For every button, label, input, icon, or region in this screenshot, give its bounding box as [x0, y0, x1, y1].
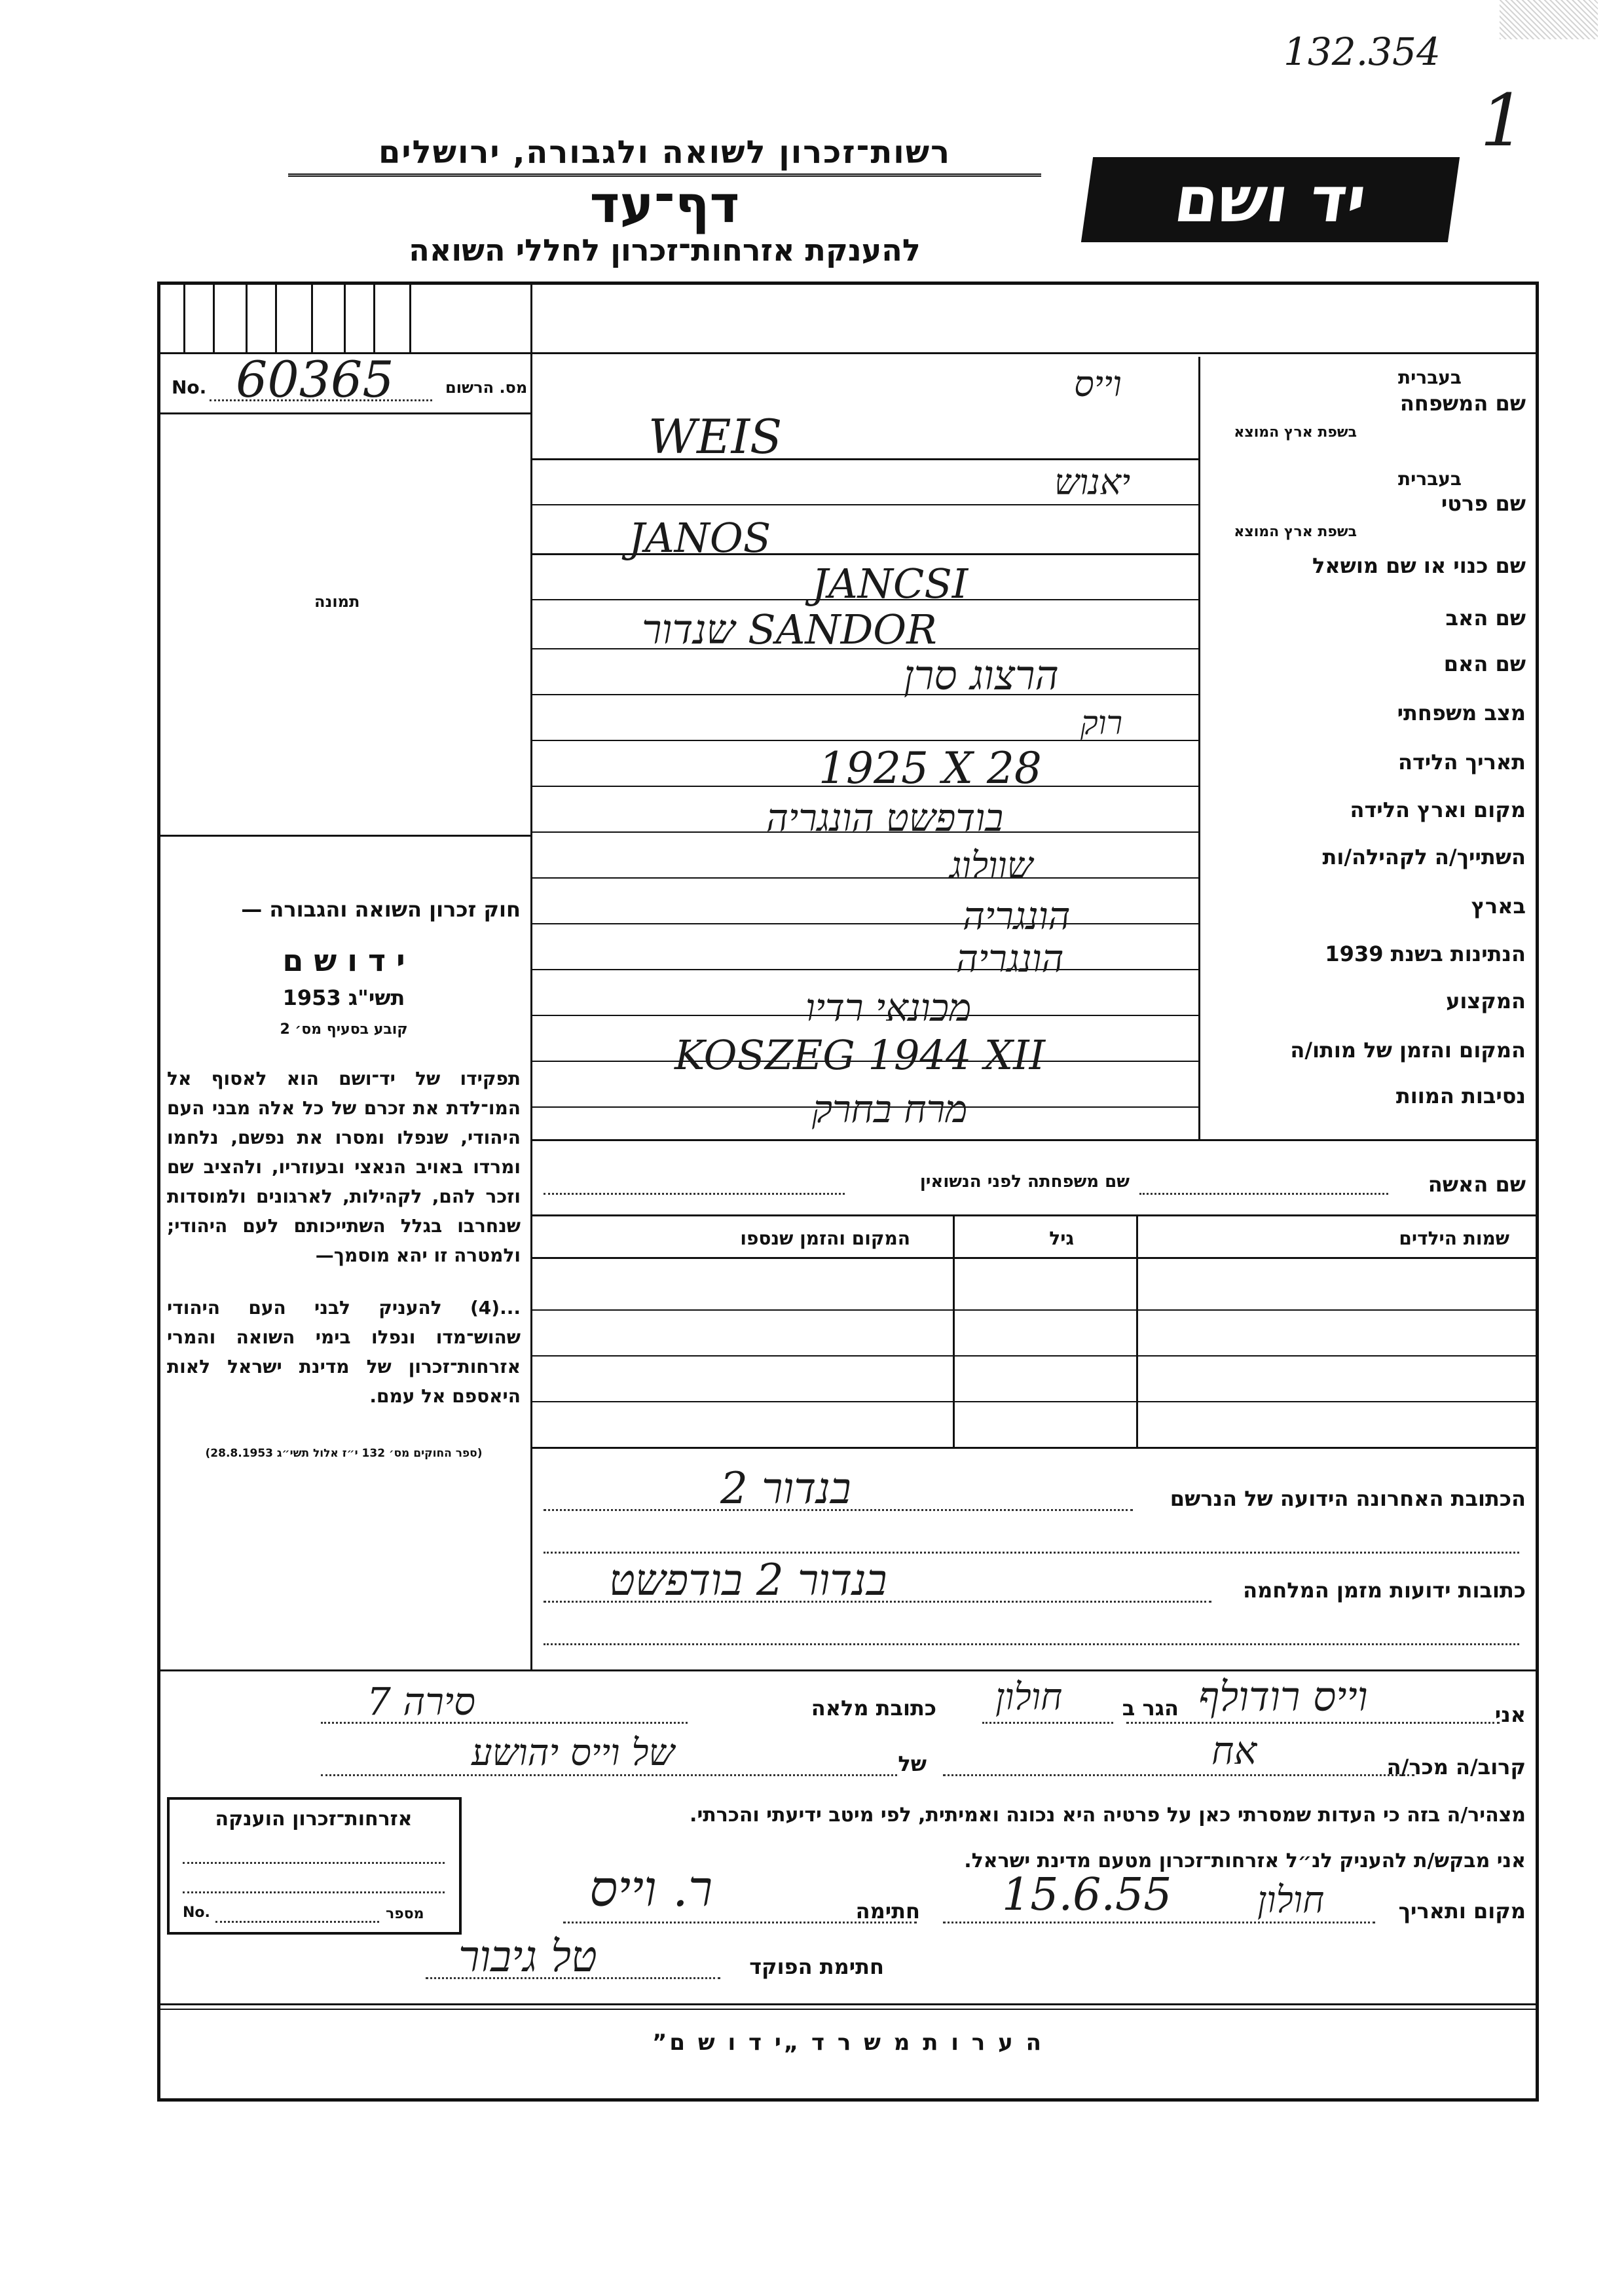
registration-he-label: מס. הרשום: [445, 378, 528, 397]
death-circumstances-value: מרח בחרק: [812, 1087, 968, 1131]
code-grid: [157, 282, 530, 354]
place-date-label: מקום ותאריך: [1398, 1899, 1526, 1923]
children-age-header: גיל: [1049, 1228, 1074, 1249]
profession-label: המקצוע: [1446, 989, 1526, 1013]
law-year: תשי"ג 1953: [282, 985, 405, 1010]
marital-status-label: מצב משפחתי: [1397, 701, 1526, 725]
first-name-origin-value: JANOS: [629, 514, 771, 562]
first-name-origin-sublabel: בשפת ארץ המוצא: [1234, 524, 1357, 540]
citizenship-number-label: מספר: [386, 1906, 424, 1922]
birth-place-label: מקום וארץ הלידה: [1350, 797, 1526, 822]
request-text: אני מבקש/ת להעניק לנ״ל אזרחות־זכרון מטעם מדינת ישראל.: [964, 1850, 1526, 1872]
witness-address-label: כתובת מלאה: [811, 1696, 936, 1721]
first-name-hebrew-value: יאנוש: [1054, 462, 1131, 503]
law-clause: קובע בסעיף מס׳ 2: [280, 1021, 408, 1038]
citizenship-1939-label: הנתינות בשנת 1939: [1325, 941, 1526, 966]
witness-name-value: וייס רודולף: [1198, 1673, 1368, 1721]
relation-of-value: של וייס יהושע: [471, 1732, 675, 1774]
profession-value: מכונאי רדיו: [805, 985, 972, 1030]
authority-title: רשות־זכרון לשואה ולגבורה, ירושלים: [288, 134, 1041, 177]
country-label: בארץ: [1471, 894, 1526, 919]
form-subtitle: להענקת אזרחות־זכרון לחללי השואה: [409, 232, 921, 268]
archive-number: 132.354: [1283, 29, 1441, 74]
birth-date-label: תאריך הלידה: [1397, 750, 1526, 774]
nickname-label: שם כנוי או שם מושאל: [1312, 553, 1526, 578]
marital-status-value: רוק: [1080, 704, 1123, 742]
yad-vashem-logo: [1081, 157, 1460, 242]
family-name-origin-value: WEIS: [648, 409, 783, 464]
law-citation: (ספר החוקים מס׳ 132 י״ז אלול תשי״ג 28.8.1953): [205, 1447, 483, 1460]
mother-name-value: הרצוג סרן: [904, 651, 1059, 699]
form-title: דף־עד: [589, 175, 740, 234]
wartime-addresses-label: כתובות ידועות מזמן המלחמה: [1243, 1578, 1526, 1603]
citizenship-granted-title: אזרחות־זכרון הוענקה: [215, 1808, 413, 1831]
officer-signature-value: טל גיבור: [458, 1931, 597, 1982]
last-address-value: בנדור 2: [720, 1463, 851, 1514]
children-names-header: שמות הילדים: [1399, 1228, 1509, 1249]
death-place-label: המקום והזמן של מותו/ה: [1290, 1038, 1526, 1063]
family-name-hebrew-sublabel: בעברית: [1397, 367, 1462, 388]
witness-address-value: סירה 7: [367, 1679, 476, 1724]
witness-i-label: אני: [1494, 1702, 1526, 1727]
registration-no-label: No.: [172, 376, 207, 398]
family-name-hebrew-value: וייס: [1074, 363, 1122, 405]
nickname-value: JANCSI: [812, 560, 969, 608]
father-name-value: שנדור SANDOR: [642, 606, 937, 653]
spouse-label: שם האשה: [1428, 1172, 1526, 1197]
family-name-label: שם המשפחה: [1399, 391, 1526, 416]
signature-value: ר. וייס: [589, 1859, 713, 1918]
corner-stamp: [1500, 0, 1598, 39]
citizenship-no-label: No.: [183, 1904, 210, 1921]
birth-place-value: בודפשט הונגריה: [766, 795, 1004, 840]
spouse-maiden-name-label: שם משפחתה לפני הנשואין: [919, 1172, 1130, 1192]
law-paragraph-1: תפקידו של יד־ושם הוא לאסוף אל המו־לדת את זכרם של כל אלה מבני העם היהודי, שנפלו ומסרו את נפשם, נלחמו ומרדו באויב הנאצי ובעוזריו, ולהציב שם וזכר להם, לקהילות, לארגונים ולמוסדות שנחרבו בגלל השתייכותם לעם היהודי; ולמטרה זו יהא מוסמך—: [167, 1068, 521, 1266]
last-address-label: הכתובת האחרונה הידועה של הנרשם: [1170, 1486, 1526, 1511]
father-name-label: שם האב: [1445, 606, 1526, 630]
country-value: הונגריה: [963, 894, 1071, 938]
date-value: 15.6.55: [1002, 1869, 1172, 1921]
declaration-text: מצהיר/ה בזה כי העדות שמסרתי כאן על פרטיה היא נכונה ואמיתית, לפי מיטב ידיעתי והכרתי.: [690, 1804, 1526, 1827]
family-name-origin-sublabel: בשפת ארץ המוצא: [1234, 424, 1357, 441]
children-death-place-header: המקום והזמן שנספו: [740, 1228, 910, 1249]
officer-signature-label: חתימת הפוקד: [749, 1954, 884, 1979]
mother-name-label: שם האם: [1443, 651, 1526, 676]
death-circumstances-label: נסיבות המוות: [1395, 1084, 1526, 1108]
relation-label: קרוב/ה מכר/ה: [1386, 1755, 1526, 1779]
first-name-hebrew-sublabel: בעברית: [1397, 468, 1462, 490]
death-place-value: KOSZEG 1944 XII: [674, 1031, 1046, 1079]
registration-number: 60365: [236, 350, 394, 409]
witness-city-value: חולון: [995, 1676, 1063, 1719]
place-value: חולון: [1257, 1879, 1325, 1922]
logo-text: יד ושם: [1170, 163, 1371, 236]
photo-label: תמונה: [314, 592, 360, 611]
first-name-label: שם פרטי: [1441, 491, 1526, 516]
law-title: חוק זכרון השואה והגבורה —: [241, 897, 521, 922]
citizenship-granted-box: [167, 1797, 462, 1935]
wartime-addresses-value: בנדור 2 בודפשט: [609, 1555, 887, 1605]
witness-resides-label: הגר ב: [1122, 1696, 1179, 1721]
citizenship-1939-value: הונגריה: [956, 936, 1064, 981]
community-value: שוולוג: [950, 845, 1033, 887]
law-paragraph-2: ...(4) להעניק לבני העם היהודי שהוש־מדו ונפלו בימי השואה והמרי אזרחות־זכרון של מדינת ישראל לאות היאספם אל עמם.: [167, 1297, 521, 1407]
office-notes-heading: ה ע ר ו ת מ ש ר ד „י ד ו ש ם”: [652, 2030, 1044, 2056]
birth-date-value: 1925 X 28: [819, 743, 1042, 793]
page-number: 1: [1480, 79, 1526, 162]
law-name: י ד ו ש ם: [282, 943, 405, 978]
relation-value: אח: [1211, 1728, 1257, 1773]
signature-label: חתימה: [855, 1899, 920, 1923]
community-label: השתייך/ה לקהילה/ות: [1322, 845, 1526, 869]
of-label: של: [898, 1751, 927, 1776]
